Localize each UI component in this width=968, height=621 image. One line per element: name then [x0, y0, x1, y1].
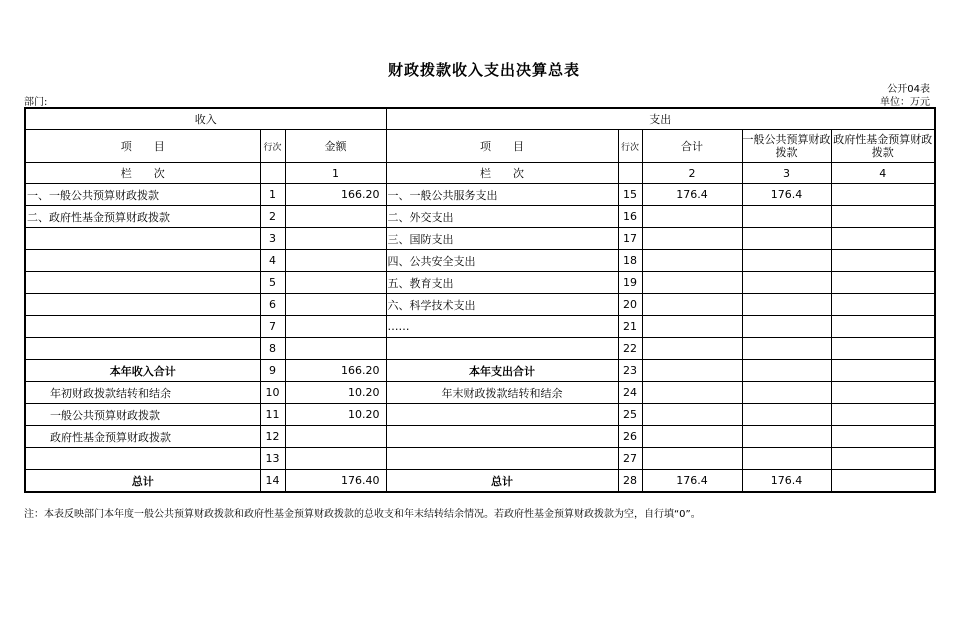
expense-row-no: 18: [618, 250, 642, 272]
expense-total: [642, 426, 742, 448]
income-item: [25, 272, 260, 294]
form-number: 公开04表: [887, 84, 930, 95]
footnote: 注：本表反映部门本年度一般公共预算财政拨款和政府性基金预算财政拨款的总收支和年末结转结余情况。若政府性基金预算财政拨款为空，自行填“0”。: [24, 509, 701, 520]
expense-total: 176.4: [642, 184, 742, 206]
income-amount: [285, 272, 386, 294]
income-row-no-header: 行次: [260, 130, 285, 163]
income-amount: 176.40: [285, 470, 386, 493]
department-label: 部门:: [24, 97, 48, 108]
expense-row-no: 19: [618, 272, 642, 294]
expense-general-budget: [742, 228, 831, 250]
expense-total: [642, 404, 742, 426]
expense-row-no: 22: [618, 338, 642, 360]
expense-gov-fund: [831, 448, 935, 470]
income-row-no: 1: [260, 184, 285, 206]
expense-item: [386, 338, 618, 360]
income-item-header: 项 目: [25, 130, 260, 163]
income-item: [25, 448, 260, 470]
income-row-no: 14: [260, 470, 285, 493]
income-amount: 166.20: [285, 184, 386, 206]
expense-item: 年末财政拨款结转和结余: [386, 382, 618, 404]
income-item: [25, 338, 260, 360]
expense-item: ……: [386, 316, 618, 338]
expense-gov-fund: [831, 360, 935, 382]
expense-column-no-blank: [618, 163, 642, 184]
expense-column-no-4: 4: [831, 163, 935, 184]
expense-general-budget: [742, 338, 831, 360]
expense-row-no: 15: [618, 184, 642, 206]
income-row-no: 7: [260, 316, 285, 338]
expense-gov-fund: [831, 228, 935, 250]
expense-total: [642, 206, 742, 228]
expense-row-no: 28: [618, 470, 642, 493]
income-item: 一、一般公共预算财政拨款: [25, 184, 260, 206]
table-row: [25, 294, 935, 316]
expense-total: [642, 316, 742, 338]
expense-item: [386, 426, 618, 448]
expense-row-no: 27: [618, 448, 642, 470]
expense-item: 六、科学技术支出: [386, 294, 618, 316]
expense-general-budget: [742, 206, 831, 228]
expense-general-budget: [742, 294, 831, 316]
expense-column-no-3: 3: [742, 163, 831, 184]
income-subtotal-label: 本年收入合计: [25, 360, 260, 382]
income-row-no: 12: [260, 426, 285, 448]
expense-total: [642, 250, 742, 272]
expense-general-budget: [742, 250, 831, 272]
income-amount: [285, 338, 386, 360]
income-amount: [285, 448, 386, 470]
expense-item-header: 项 目: [386, 130, 618, 163]
expense-item: 二、外交支出: [386, 206, 618, 228]
expense-row-no: 20: [618, 294, 642, 316]
table-row: [25, 448, 935, 470]
income-amount: 10.20: [285, 382, 386, 404]
expense-row-no: 21: [618, 316, 642, 338]
income-row-no: 4: [260, 250, 285, 272]
income-item: [25, 228, 260, 250]
income-row-no: 9: [260, 360, 285, 382]
expense-gov-fund: [831, 184, 935, 206]
expense-total: [642, 294, 742, 316]
expense-row-no: 23: [618, 360, 642, 382]
income-amount: [285, 250, 386, 272]
expense-item: 一、一般公共服务支出: [386, 184, 618, 206]
expense-row-no: 16: [618, 206, 642, 228]
income-amount: [285, 228, 386, 250]
income-column-no-1: 1: [285, 163, 386, 184]
expense-general-budget: [742, 272, 831, 294]
expense-row-no: 26: [618, 426, 642, 448]
income-item: [25, 294, 260, 316]
expense-gov-fund: [831, 426, 935, 448]
expense-total: [642, 272, 742, 294]
expense-total: [642, 228, 742, 250]
income-column-no-blank: [260, 163, 285, 184]
income-section-header: 收入: [25, 108, 386, 130]
income-row-no: 10: [260, 382, 285, 404]
expense-general-budget: 176.4: [742, 184, 831, 206]
income-row-no: 6: [260, 294, 285, 316]
income-amount-header: 金额: [285, 130, 386, 163]
unit-label: 单位：万元: [880, 97, 930, 108]
expense-row-no: 24: [618, 382, 642, 404]
income-item: 一般公共预算财政拨款: [25, 404, 260, 426]
expense-row-no-header: 行次: [618, 130, 642, 163]
income-amount: [285, 426, 386, 448]
income-amount: 166.20: [285, 360, 386, 382]
expense-general-budget: [742, 448, 831, 470]
expense-item: [386, 448, 618, 470]
expense-general-budget: [742, 316, 831, 338]
income-column-no-label: 栏 次: [25, 163, 260, 184]
expense-item: 三、国防支出: [386, 228, 618, 250]
income-row-no: 3: [260, 228, 285, 250]
income-row-no: 8: [260, 338, 285, 360]
income-item: [25, 316, 260, 338]
expense-grand-total-label: 总计: [386, 470, 618, 493]
expense-gov-fund: [831, 272, 935, 294]
expense-gov-fund: [831, 206, 935, 228]
income-grand-total-label: 总计: [25, 470, 260, 493]
expense-section-header: 支出: [386, 108, 935, 130]
expense-row-no: 17: [618, 228, 642, 250]
income-row-no: 5: [260, 272, 285, 294]
expense-general-budget: [742, 382, 831, 404]
table-row: [25, 316, 935, 338]
income-row-no: 13: [260, 448, 285, 470]
table-row: [25, 404, 935, 426]
expense-gov-fund: [831, 316, 935, 338]
income-row-no: 11: [260, 404, 285, 426]
expense-total: [642, 448, 742, 470]
page-title: 财政拨款收入支出决算总表: [387, 61, 580, 79]
expense-item: 四、公共安全支出: [386, 250, 618, 272]
expense-general-budget: [742, 426, 831, 448]
expense-gov-fund: [831, 250, 935, 272]
expense-general-budget: [742, 360, 831, 382]
table-row: [25, 228, 935, 250]
expense-total: 176.4: [642, 470, 742, 493]
expense-gov-fund: [831, 382, 935, 404]
income-amount: [285, 294, 386, 316]
table-row: [25, 470, 935, 493]
table-row: [25, 184, 935, 206]
expense-item: 五、教育支出: [386, 272, 618, 294]
income-item: [25, 250, 260, 272]
expense-general-budget: 176.4: [742, 470, 831, 493]
income-item: 二、政府性基金预算财政拨款: [25, 206, 260, 228]
expense-gov-fund: [831, 470, 935, 493]
fiscal-summary-table: [24, 107, 936, 493]
expense-total-header: 合计: [642, 130, 742, 163]
income-item: 政府性基金预算财政拨款: [25, 426, 260, 448]
expense-column-no-label: 栏 次: [386, 163, 618, 184]
expense-gov-fund: [831, 294, 935, 316]
expense-total: [642, 360, 742, 382]
income-amount: 10.20: [285, 404, 386, 426]
expense-gov-fund: [831, 404, 935, 426]
table-row: [25, 250, 935, 272]
table-row: [25, 426, 935, 448]
table-row: [25, 360, 935, 382]
expense-row-no: 25: [618, 404, 642, 426]
expense-total: [642, 338, 742, 360]
income-amount: [285, 316, 386, 338]
expense-gov-fund-header: 政府性基金预算财政拨款: [831, 130, 935, 163]
table-row: [25, 206, 935, 228]
expense-total: [642, 382, 742, 404]
expense-gov-fund: [831, 338, 935, 360]
table-row: [25, 338, 935, 360]
table-row: [25, 382, 935, 404]
expense-item: [386, 404, 618, 426]
income-row-no: 2: [260, 206, 285, 228]
expense-column-no-2: 2: [642, 163, 742, 184]
income-item: 年初财政拨款结转和结余: [25, 382, 260, 404]
income-amount: [285, 206, 386, 228]
expense-general-budget-header: 一般公共预算财政拨款: [742, 130, 831, 163]
expense-general-budget: [742, 404, 831, 426]
expense-subtotal-label: 本年支出合计: [386, 360, 618, 382]
table-row: [25, 272, 935, 294]
